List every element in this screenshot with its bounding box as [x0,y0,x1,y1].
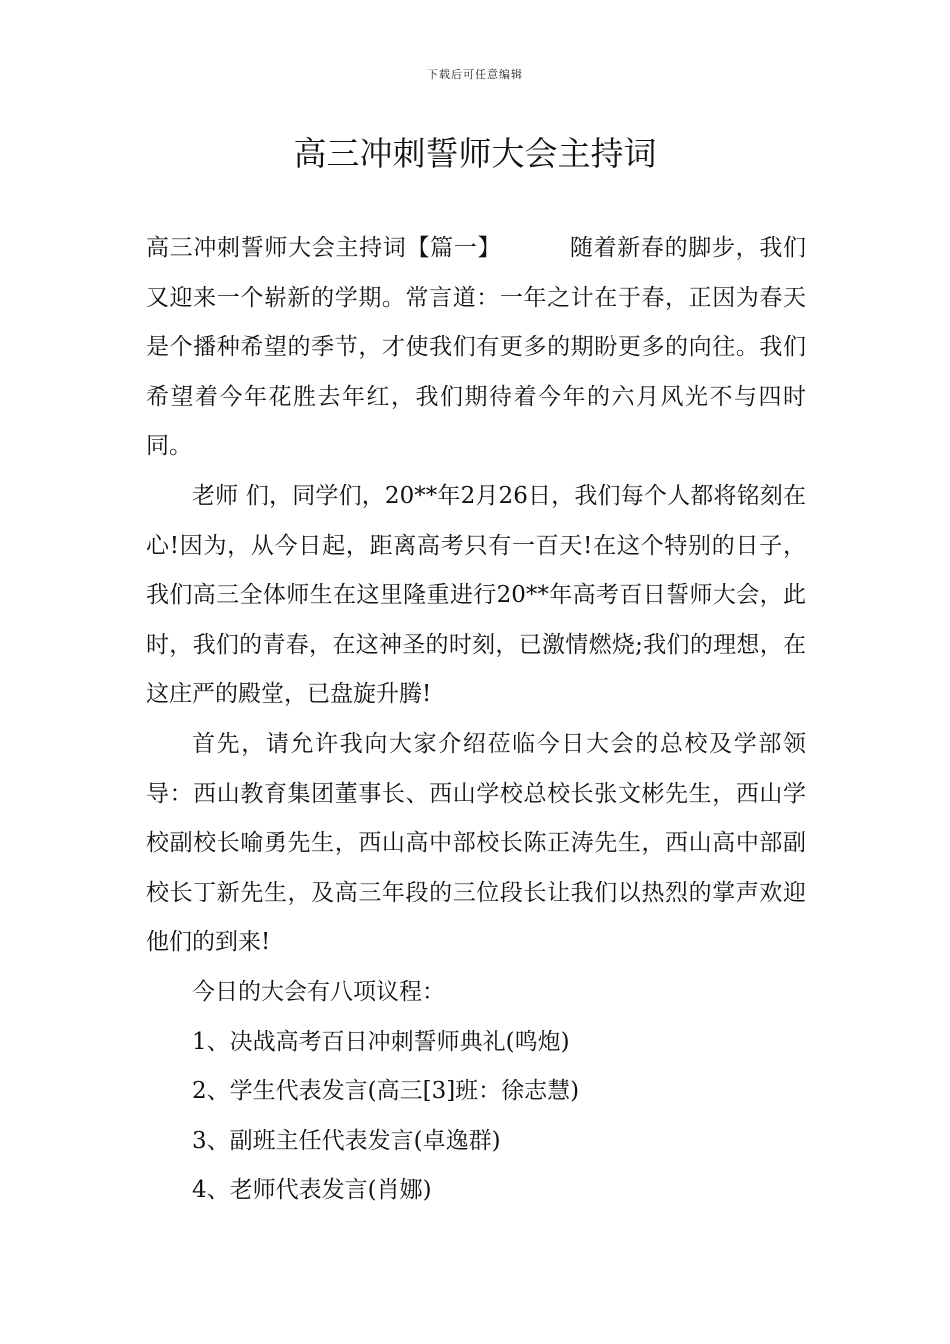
agenda-item-3: 3、副班主任代表发言(卓逸群) [192,1127,501,1154]
header-note: 下载后可任意编辑 [427,68,523,81]
document-title: 高三冲刺誓师大会主持词 [293,134,657,173]
paragraph-3: 首先，请允许我向大家介绍莅临今日大会的总校及学部领导：西山教育集团董事长、西山学校总校长张文彬先生，西山学校副校长喻勇先生，西山高中部校长陈正涛先生，西山高中部副校长丁新先生，及高三年段的三位段长让我们以热烈的掌声欢迎他们的到来! [146,730,806,956]
agenda-item-4: 4、老师代表发言(肖娜) [192,1177,432,1204]
paragraph-1 [146,224,806,472]
document-body [146,224,806,1216]
paragraph-4: 今日的大会有八项议程： [192,978,445,1005]
section-heading: 高三冲刺誓师大会主持词【篇一】 [146,235,502,261]
paragraph-1-text: 随着新春的脚步，我们又迎来一个崭新的学期。常言道：一年之计在于春，正因为春天是个播种希望的季节，才使我们有更多的期盼更多的向往。我们希望着今年花胜去年红，我们期待着今年的六月风光不与四时同。 [146,235,807,460]
agenda-list [146,1018,806,1216]
paragraph-2: 老师 们，同学们，20**年2月26日，我们每个人都将铭刻在心!因为，从今日起，距离高考只有一百天!在这个特别的日子，我们高三全体师生在这里隆重进行20**年高考百日誓师大会，此时，我们的青春，在这神圣的时刻，已激情燃烧;我们的理想，在这庄严的殿堂，已盘旋升腾! [146,482,806,708]
agenda-item-1: 1、决战高考百日冲刺誓师典礼(鸣炮) [192,1028,570,1055]
agenda-item-2: 2、学生代表发言(高三[3]班：徐志慧) [192,1078,580,1105]
